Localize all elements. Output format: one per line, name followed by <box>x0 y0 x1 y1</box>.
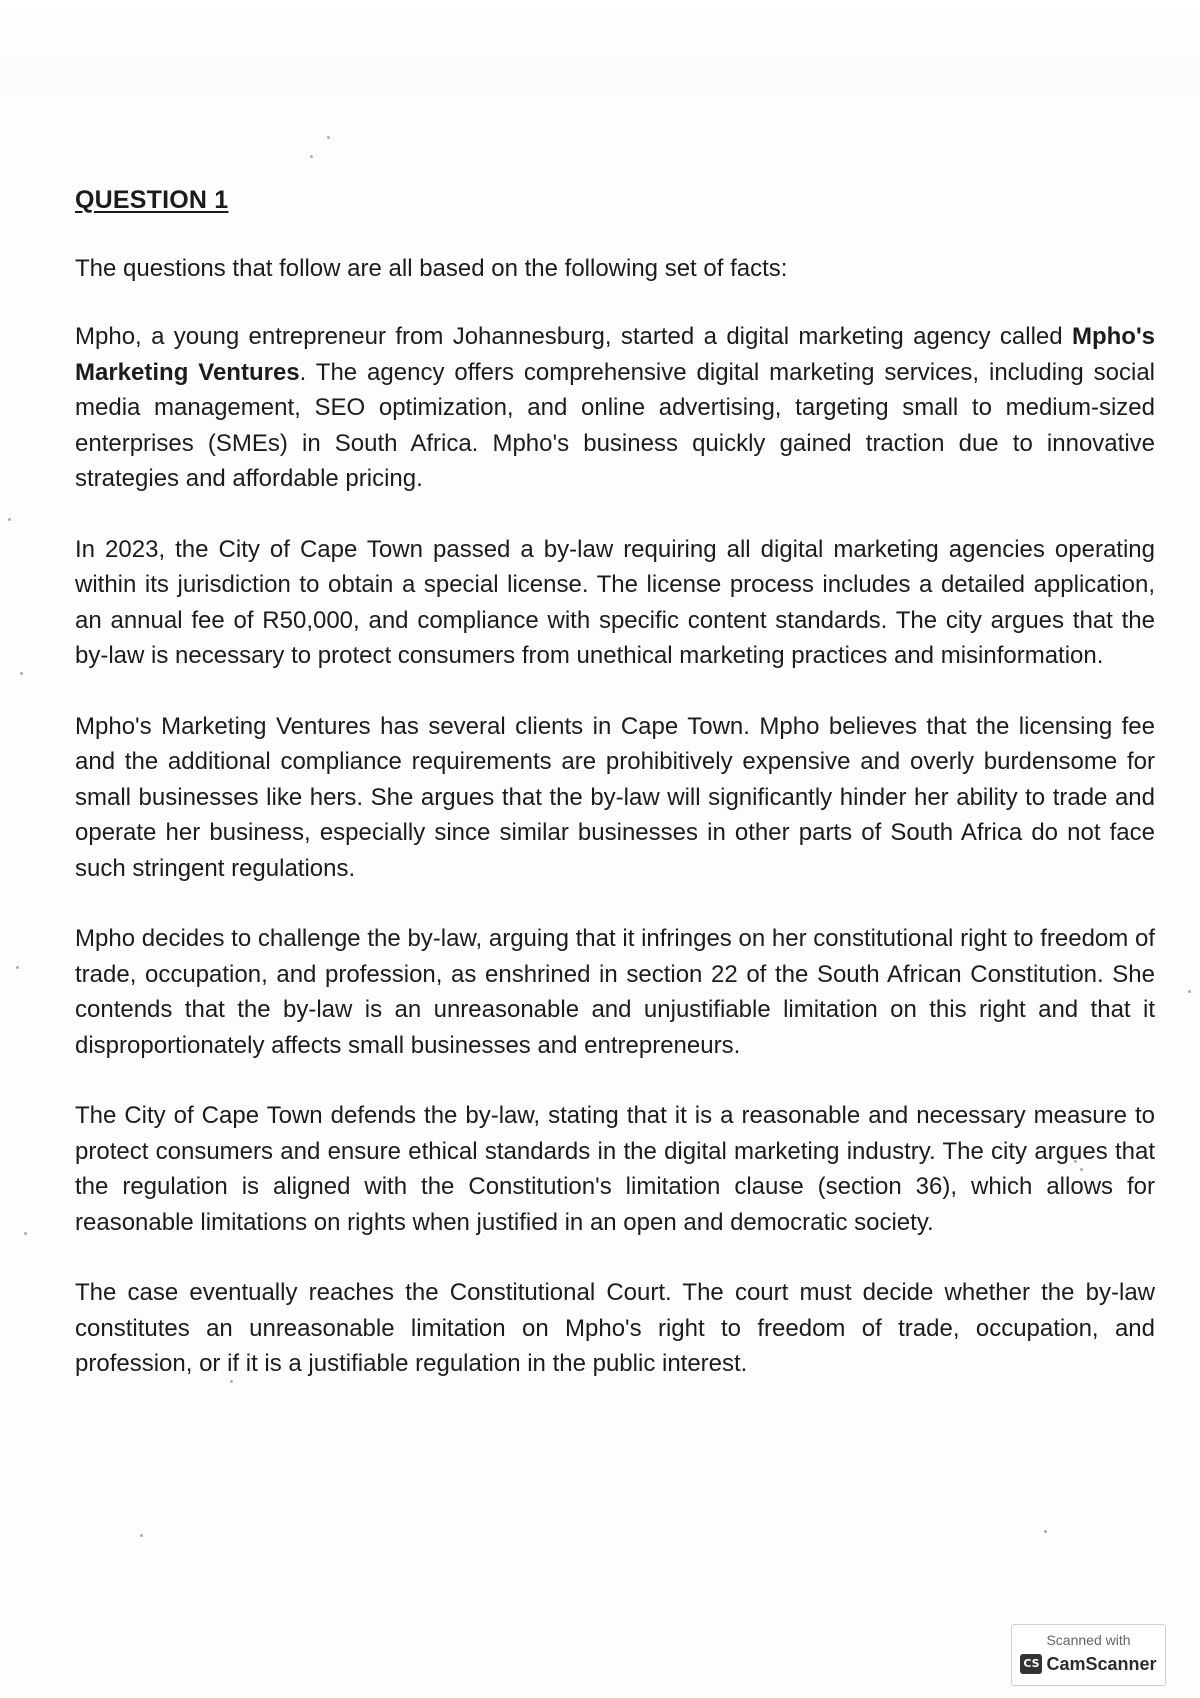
paragraph-by-law: In 2023, the City of Cape Town passed a by-law requiring all digital marketing agencies operating within its jurisdiction to obtain a special license. The license process includes a detailed application, an annual fee of R50,000, and compliance with specific content standards. The city argues that the by-law is necessary to protect consumers from unethical marketing practices and misinformation. <box>75 535 1155 669</box>
scan-top-band <box>0 0 1200 96</box>
paragraph-impact: Mpho's Marketing Ventures has several clients in Cape Town. Mpho believes that the licensing fee and the additional compliance requirements are prohibitively expensive and overly burdensome for small businesses like hers. She argues that the by-law will significantly hinder her ability to trade and operate her business, especially since similar businesses in other parts of South Africa do not face such stringent regulations. <box>75 712 1155 882</box>
scan-speck <box>24 1232 27 1235</box>
scanned-with-label: Scanned with <box>1046 1632 1131 1648</box>
scan-speck <box>20 672 23 675</box>
paragraph-court: The case eventually reaches the Constitutional Court. The court must decide whether the by-law constitutes an unreasonable limitation on Mpho's right to freedom of trade, occupation, and profession, or if it is a justifiable regulation in the public interest. <box>75 1279 1155 1377</box>
paragraph-challenge: Mpho decides to challenge the by-law, arguing that it infringes on her constitutional right to freedom of trade, occupation, and profession, as enshrined in section 22 of the South African Constitution. She contends that the by-law is an unreasonable and unjustifiable limitation on this right and that it disproportionately affects small businesses and entrepreneurs. <box>75 925 1155 1059</box>
camscanner-logo-icon: CS <box>1020 1654 1042 1674</box>
document-body <box>75 186 1155 1417</box>
scan-speck <box>310 155 313 158</box>
scan-speck <box>1188 990 1191 993</box>
company-name: Mpho's Marketing Ventures <box>75 323 1155 386</box>
intro-line: The questions that follow are all based on the following set of facts: <box>75 255 788 282</box>
paragraph-defence: The City of Cape Town defends the by-law, stating that it is a reasonable and necessary measure to protect consumers and ensure ethical standards in the digital marketing industry. The city argues that the regulation is aligned with the Constitution's limitation clause (section 36), which allows for reasonable limitations on rights when justified in an open and democratic society. <box>75 1102 1155 1236</box>
paragraph-background-rest: . The agency offers comprehensive digital marketing services, including social media management, SEO optimization, and online advertising, targeting small to medium-sized enterprises (SMEs) in South Africa. Mpho's business quickly gained traction due to innovative strategies and affordable pricing. <box>75 358 1156 492</box>
scan-speck <box>16 966 19 969</box>
scan-speck <box>327 136 330 139</box>
camscanner-brand-row <box>1012 1653 1165 1675</box>
paragraph-background-lead: Mpho, a young entrepreneur from Johannesburg, started a digital marketing agency called <box>75 323 1072 350</box>
camscanner-watermark <box>1011 1624 1166 1686</box>
camscanner-brand: CamScanner <box>1046 1654 1157 1674</box>
question-title: QUESTION 1 <box>75 186 229 214</box>
scan-speck <box>1044 1530 1047 1533</box>
paragraph-background <box>75 319 1155 497</box>
scan-speck <box>8 518 11 521</box>
scan-speck <box>140 1534 143 1537</box>
